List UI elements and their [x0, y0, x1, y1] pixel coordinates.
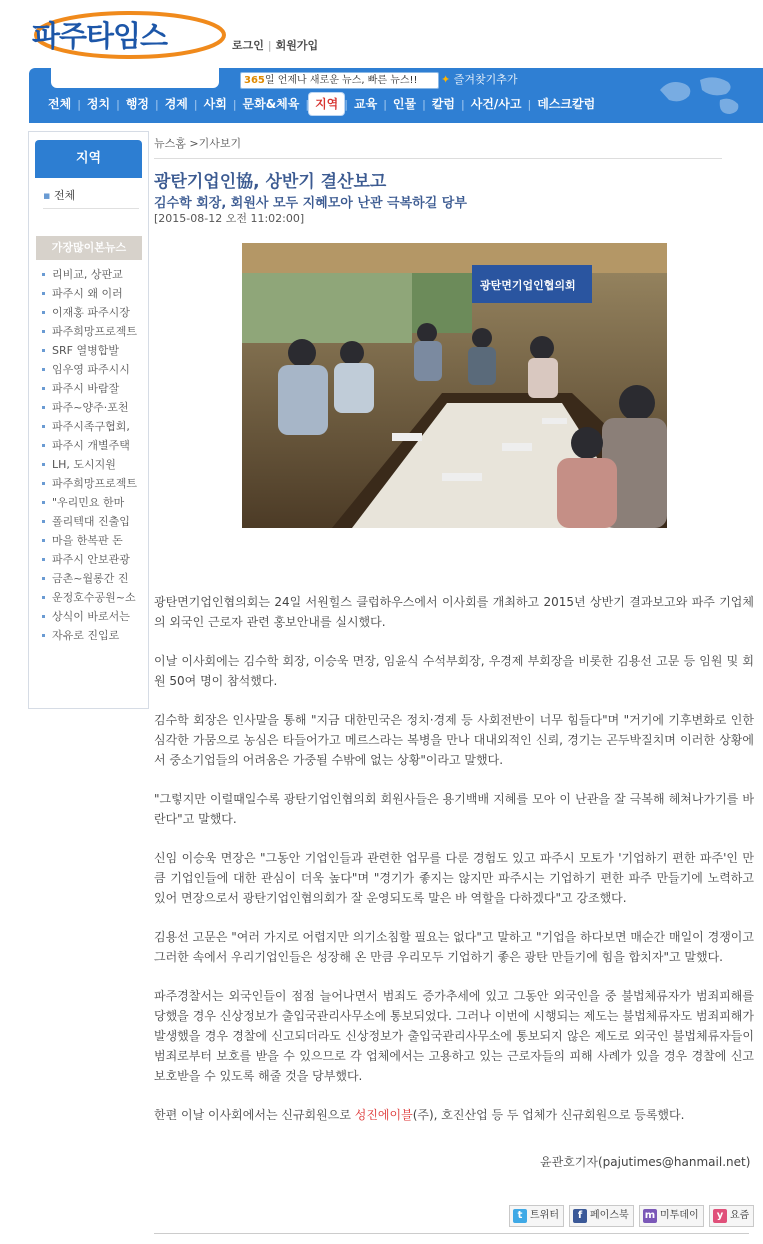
share-facebook-button[interactable]: [569, 1205, 634, 1227]
breadcrumb: 뉴스홈 >기사보기: [154, 137, 242, 150]
region-title: 지역: [35, 140, 142, 178]
bookmark-button[interactable]: [441, 72, 517, 88]
news-ticker[interactable]: [240, 72, 439, 89]
share-label: 미투데이: [660, 1210, 699, 1221]
photo-banner-text: 광탄면기업인협의회: [480, 279, 576, 292]
popular-news-item[interactable]: 파주시 바람잘: [39, 382, 143, 395]
popular-news-item[interactable]: 폴리텍대 진출입: [39, 515, 143, 528]
nav-item[interactable]: 칼럼: [431, 97, 455, 111]
popular-news-item[interactable]: 파주시 안보관광: [39, 553, 143, 566]
category-menu: [42, 93, 601, 115]
popular-news-item[interactable]: 파주~양주·포천: [39, 401, 143, 414]
login-link[interactable]: 로그인: [232, 39, 264, 52]
menu-separator: |: [461, 97, 465, 111]
nav-item[interactable]: 데스크칼럼: [537, 97, 596, 111]
menu-separator: |: [383, 97, 387, 111]
region-item-label: 전체: [53, 189, 76, 202]
popular-news-item[interactable]: "우리민요 한마: [39, 496, 143, 509]
article-paragraph: 신임 이승욱 면장은 "그동안 기업인들과 관련한 업무를 다룬 경험도 있고 파주시 모토가 '기업하기 편한 파주'인 만큼 기업인들에 대한 관심이 더욱 높다"며 "경기가 좋지는 않지만 파주시는 기업하기 편한 파주 만들기에 노력하고 있어 면장으로서 광탄기업인협의회가 잘 운영되도록 말은 바 역할을 다하겠다"고 강조했다.: [154, 851, 754, 905]
logo-text: 파주타임스: [32, 19, 168, 53]
article-paragraph: 김용선 고문은 "여러 가지로 어렵지만 의기소침할 필요는 없다"고 말하고 "기업을 하다보면 매순간 매일이 경쟁이고 그러한 속에서 우리기업인들은 성장해 온 만큼 우리모두 기업하기 좋은 광탄 만들기에 힘을 합치자"고 말했다.: [154, 930, 754, 964]
popular-news-item[interactable]: 이재홍 파주시장: [39, 306, 143, 319]
article-subtitle: 김수학 회장, 회원사 모두 지혜모아 난관 극복하길 당부: [154, 196, 467, 211]
nav-item[interactable]: 전체: [48, 97, 72, 111]
article-body: [154, 592, 754, 1144]
nav-item[interactable]: 문화&체육: [242, 97, 300, 111]
divider: [154, 158, 722, 159]
popular-news-item[interactable]: 상식이 바로서는: [39, 610, 143, 623]
popular-news-item[interactable]: 임우영 파주시시: [39, 363, 143, 376]
share-twitter-button[interactable]: [509, 1205, 564, 1227]
ticker-number: 365: [244, 75, 265, 86]
share-label: 요즘: [730, 1210, 750, 1221]
divider: [43, 208, 139, 209]
popular-news-title: 가장많이본뉴스: [36, 236, 142, 260]
popular-news-item[interactable]: 금촌~월롱간 진: [39, 572, 143, 585]
divider: |: [267, 39, 272, 52]
navbar-tab-decoration: [51, 68, 219, 88]
popular-news-list: [39, 268, 143, 648]
menu-separator: |: [344, 97, 348, 111]
nav-item[interactable]: 인물: [392, 97, 417, 111]
menu-separator: |: [77, 97, 81, 111]
site-logo[interactable]: [30, 8, 226, 60]
paragraph-text: 한편 이날 이사회에서는 신규회원으로: [154, 1108, 355, 1122]
menu-separator: |: [422, 97, 426, 111]
nav-item[interactable]: 경제: [164, 97, 188, 111]
nav-item[interactable]: 교육: [354, 97, 378, 111]
facebook-icon: f: [573, 1209, 587, 1223]
article-paragraph: 김수학 회장은 인사말을 통해 "지금 대한민국은 정치·경제 등 사회전반이 너무 힘들다"며 "거기에 기후변화로 인한 심각한 가뭄으로 농심은 타들어가고 메르스라는 복병을 만나 대내외적인 신뢰, 경기는 곤두박질치며 이러한 상황에서 중소기업들의 어려움은 가중될 수밖에 없는 상황"이라고 말했다.: [154, 713, 754, 767]
world-map-decoration-icon: [650, 70, 760, 120]
article-paragraph: 파주경찰서는 외국인들이 점점 늘어나면서 범죄도 증가추세에 있고 그동안 외국인을 중 불법체류자가 범죄피해를 당했을 경우 신상정보가 출입국관리사무소에 통보되었다. 그러나 이번에 시행되는 제도는 불법체류자도 범죄피해가 발생했을 경우 경찰에 신고되더라도 신상정보가 출입국관리사무소에 통보되지 않은 제도로 외국인 불법체류자들이 범죄로부터 보호를 받을 수 있으므로 각 업체에서는 고용하고 있는 근로자들의 피해 사례가 있을 경우 경찰에 신고 보호받을 수 있도록 해줄 것을 당부했다.: [154, 989, 754, 1083]
nav-item[interactable]: 사회: [203, 97, 227, 111]
article-paragraph: 이날 이사회에는 김수학 회장, 이승욱 면장, 임윤식 수석부회장, 우경제 부회장을 비롯한 김용선 고문 등 임원 및 회원 50여 명이 참석했다.: [154, 654, 754, 688]
popular-news-item[interactable]: LH, 도시지원: [39, 458, 143, 471]
nav-item[interactable]: 지역: [309, 93, 344, 115]
nav-item[interactable]: 사건/사고: [470, 97, 522, 111]
popular-news-item[interactable]: 자유로 진입로: [39, 629, 143, 642]
ticker-text: 일 언제나 새로운 뉴스, 빠른 뉴스!!: [264, 75, 418, 86]
left-sidebar: [28, 131, 149, 709]
popular-news-item[interactable]: SRF 열병합발: [39, 344, 143, 357]
menu-separator: |: [232, 97, 237, 111]
popular-news-item[interactable]: 운정호수공원~소: [39, 591, 143, 604]
bullet-icon: ▪: [43, 189, 54, 202]
popular-news-item[interactable]: 리비교, 상판교: [39, 268, 143, 281]
article-paragraph: 광탄면기업인협의회는 24일 서원힐스 클럽하우스에서 이사회를 개최하고 2015년 상반기 결과보고와 파주 기업체의 외국인 근로자 관련 홍보안내를 실시했다.: [154, 595, 754, 629]
popular-news-item[interactable]: 마을 한복판 돈: [39, 534, 143, 547]
popular-news-item[interactable]: 파주시족구협회,: [39, 420, 143, 433]
yozm-icon: y: [713, 1209, 727, 1223]
popular-news-item[interactable]: 파주시 개별주택: [39, 439, 143, 452]
menu-separator: |: [155, 97, 159, 111]
menu-separator: |: [305, 97, 310, 111]
article-date: [2015-08-12 오전 11:02:00]: [154, 212, 305, 225]
share-label: 페이스북: [590, 1210, 629, 1221]
article-title: 광탄기업인協, 상반기 결산보고: [154, 172, 387, 192]
share-me2day-button[interactable]: [639, 1205, 704, 1227]
bookmark-label: 즐겨찾기추가: [453, 73, 518, 86]
paragraph-text: (주), 호진산업 등 두 업체가 신규회원으로 등록했다.: [412, 1108, 685, 1122]
twitter-icon: t: [513, 1209, 527, 1223]
share-label: 트위터: [530, 1210, 559, 1221]
popular-news-item[interactable]: 파주희망프로젝트: [39, 477, 143, 490]
bookmark-star-icon: ✦: [441, 73, 451, 86]
meeting-photo-illustration: [242, 243, 667, 528]
menu-separator: |: [193, 97, 198, 111]
me2day-icon: m: [644, 1210, 656, 1221]
article-paragraph: [154, 1105, 754, 1125]
signup-link[interactable]: 회원가입: [275, 39, 319, 52]
reporter-byline: 윤관호기자(pajutimes@hanmail.net): [540, 1155, 751, 1169]
article-photo: [242, 243, 667, 528]
region-item-all[interactable]: [43, 187, 75, 203]
menu-separator: |: [527, 97, 532, 111]
nav-item[interactable]: 행정: [125, 97, 149, 111]
menu-separator: |: [116, 97, 120, 111]
nav-item[interactable]: 정치: [86, 97, 111, 111]
company-link[interactable]: 성진에이블: [354, 1108, 413, 1122]
article-paragraph: "그렇지만 이럴때일수록 광탄기업인협의회 회원사들은 용기백배 지혜를 모아 이 난관을 잘 극복해 헤쳐나가기를 바란다"고 말했다.: [154, 792, 754, 826]
share-yozm-button[interactable]: [709, 1205, 754, 1227]
popular-news-item[interactable]: 파주시 왜 이러: [39, 287, 143, 300]
divider: [154, 1233, 749, 1234]
popular-news-item[interactable]: 파주희망프로젝트: [39, 325, 143, 338]
top-links: [232, 37, 318, 53]
